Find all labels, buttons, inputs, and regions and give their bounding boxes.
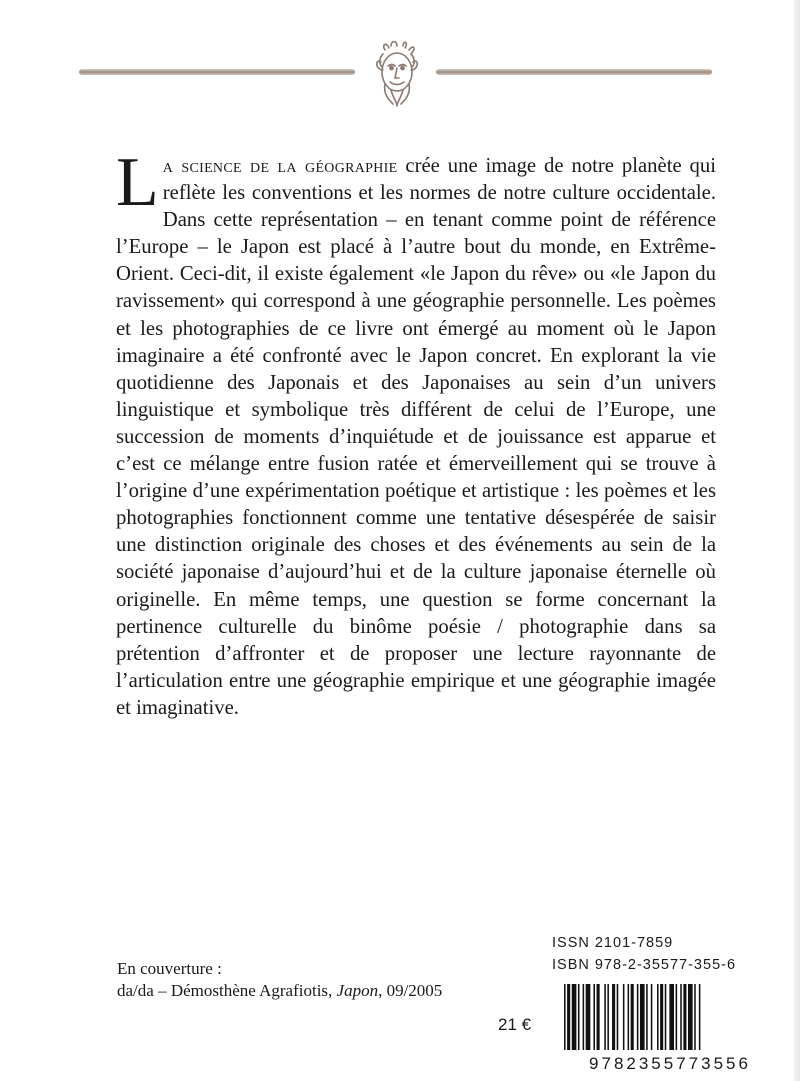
barcode-bar xyxy=(612,984,615,1050)
barcode-bar xyxy=(680,984,682,1050)
identifiers xyxy=(552,932,736,976)
cover-credit-suffix: , 09/2005 xyxy=(378,981,443,1000)
barcode-bar xyxy=(669,984,674,1050)
barcode-bar xyxy=(683,984,686,1050)
top-rule-left xyxy=(79,69,355,75)
barcode-bar xyxy=(572,984,577,1050)
barcode-bar xyxy=(637,984,639,1050)
barcode-bar xyxy=(665,984,667,1050)
top-rule-right xyxy=(436,69,712,75)
barcode-bar xyxy=(699,984,701,1050)
isbn-barcode xyxy=(550,984,790,1076)
barcode-bar xyxy=(607,984,609,1050)
lead-in-small-caps: a science de la géographie xyxy=(162,155,398,177)
barcode-bar xyxy=(623,984,625,1050)
barcode-bar xyxy=(604,984,606,1050)
issn-number: ISSN 2101-7859 xyxy=(552,935,674,951)
price-label: 21 € xyxy=(498,1015,532,1034)
barcode-bars xyxy=(560,984,780,1054)
barcode-bar xyxy=(564,984,566,1050)
cover-credit xyxy=(117,958,442,1002)
blurb-text: crée une image de notre planète qui reflète les conventions et les normes de notre culture occidentale. Dans cette représentation – en tenant comme point de référence l’Europe – le Japon est placé à l’autre bout du monde, en Extrême-Orient. Ceci-dit, il existe également «le Japon du rêve» ou «le Japon du ravissement» qui correspond à une géographie personnelle. Les poèmes et les photographies de ce livre ont émergé au moment où le Japon imaginaire a été confronté avec le Japon concret. En explorant la vie quotidienne des Japonais et des Japonaises au sein d’un univers linguistique et symbolique très différent de celui de l’Europe, une succession de moments d’inquiétude et de jouissance est apparue et c’est ce mélange entre fusion ratée et émerveillement qui se trouve à l’origine d’une expérimentation poétique et artistique : les poèmes et les photographies fonctionnent comme une tentative désespérée de saisir une distinction originale des choses et des événements au sein de la société japonaise d’aujourd’hui et de la culture japonaise éternelle où originelle. En même temps, une question se forme concernant la pertinence culturelle du binôme poésie / photographie dans sa prétention d’affronter et de proposer une lecture rayonnante de l’articulation entre une géographie empirique et une géographie imagée et imaginative. xyxy=(116,155,716,719)
barcode-bar xyxy=(694,984,696,1050)
barcode-bar xyxy=(586,984,591,1050)
isbn-number: ISBN 978-2-35577-355-6 xyxy=(552,957,737,973)
barcode-bar xyxy=(660,984,663,1050)
barcode-bar xyxy=(631,984,634,1050)
barcode-bar xyxy=(640,984,645,1050)
barcode-bar xyxy=(646,984,648,1050)
cover-credit-line xyxy=(117,980,442,1002)
barcode-bar xyxy=(583,984,585,1050)
barcode-bar xyxy=(593,984,595,1050)
cover-credit-label: En couverture : xyxy=(117,959,222,978)
barcode-bar xyxy=(597,984,600,1050)
barcode-bar xyxy=(567,984,570,1050)
mask-emblem-icon xyxy=(371,40,423,108)
barcode-bar xyxy=(676,984,678,1050)
barcode-bar xyxy=(578,984,580,1050)
page-edge xyxy=(794,0,800,1081)
drop-cap: L xyxy=(116,144,159,221)
barcode-digits: 9782355773556 xyxy=(589,1054,751,1073)
barcode-bar xyxy=(617,984,619,1050)
barcode-bar xyxy=(688,984,693,1050)
barcode-bar xyxy=(657,984,659,1050)
cover-credit-title: Japon xyxy=(336,981,379,1000)
barcode-bar xyxy=(651,984,653,1050)
cover-credit-prefix: da/da – Démosthène Agrafiotis, xyxy=(117,981,337,1000)
blurb-paragraph xyxy=(116,144,716,722)
barcode-bar xyxy=(628,984,630,1050)
